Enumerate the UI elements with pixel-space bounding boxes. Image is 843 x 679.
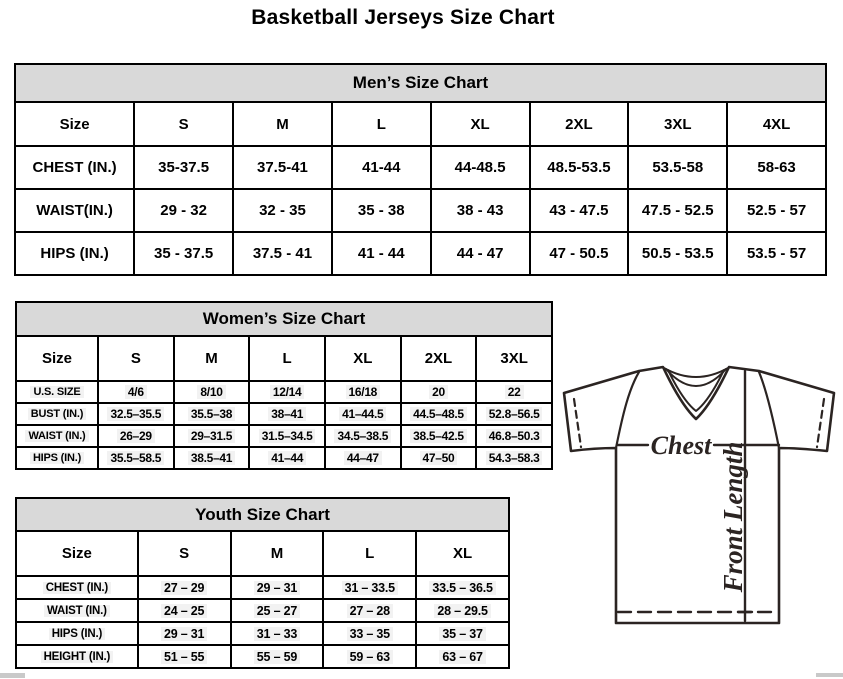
cell-value: 33 – 35 — [347, 627, 393, 641]
table-cell — [476, 381, 552, 403]
size-header-cell: Size — [15, 102, 134, 146]
table-cell — [174, 403, 250, 425]
cell-value: 37.5-41 — [257, 159, 308, 176]
cell-value: 41-44 — [362, 159, 401, 176]
table-cell — [401, 403, 477, 425]
cell-value: 41–44.5 — [339, 407, 386, 421]
table-row — [16, 381, 552, 403]
jersey-outline — [564, 367, 834, 623]
cell-value: 32.5–35.5 — [107, 407, 164, 421]
table-cell — [98, 403, 174, 425]
table-cell — [530, 232, 629, 275]
table-row — [16, 645, 509, 668]
size-header-cell: Size — [16, 336, 98, 381]
cell-value: 35 – 37 — [439, 627, 485, 641]
row-label: WAIST(IN.) — [15, 189, 134, 232]
cell-value: 24 – 25 — [161, 604, 207, 618]
table-cell — [476, 403, 552, 425]
table-cell — [134, 232, 233, 275]
table-cell — [174, 381, 250, 403]
column-header: M — [233, 102, 332, 146]
table-cell — [134, 146, 233, 189]
column-header: XL — [431, 102, 530, 146]
table-cell — [431, 146, 530, 189]
table-row — [16, 403, 552, 425]
row-label: BUST (IN.) — [16, 403, 98, 425]
column-header: 2XL — [530, 102, 629, 146]
chest-label: Chest — [650, 431, 712, 460]
cell-value: 58-63 — [757, 159, 796, 176]
table-cell — [628, 189, 727, 232]
cell-value: 26–29 — [117, 429, 155, 443]
table-cell — [431, 232, 530, 275]
cell-value: 29 – 31 — [161, 627, 207, 641]
table-cell — [138, 622, 231, 645]
column-header: M — [174, 336, 250, 381]
table-cell — [138, 576, 231, 599]
cell-value: 35 - 38 — [357, 202, 405, 219]
cell-value: 31.5–34.5 — [259, 429, 316, 443]
row-label: HIPS (IN.) — [16, 622, 138, 645]
table-cell — [249, 425, 325, 447]
cell-value: 44.5–48.5 — [410, 407, 467, 421]
youth-size-table — [15, 530, 510, 669]
cell-value: 29 - 32 — [160, 202, 207, 219]
table-cell — [249, 403, 325, 425]
table-cell — [249, 381, 325, 403]
table-cell — [416, 622, 509, 645]
table-cell — [231, 576, 324, 599]
cell-value: 35-37.5 — [158, 159, 210, 176]
cell-value: 8/10 — [197, 385, 225, 399]
cell-value: 29–31.5 — [188, 429, 235, 443]
mens-size-table — [14, 101, 827, 276]
row-label: HEIGHT (IN.) — [16, 645, 138, 668]
column-header: L — [332, 102, 431, 146]
table-row — [15, 189, 826, 232]
column-header: M — [231, 531, 324, 576]
cell-value: 35 - 37.5 — [154, 245, 214, 262]
cell-value: 48.5-53.5 — [547, 159, 611, 176]
header-row — [16, 531, 509, 576]
row-label: HIPS (IN.) — [16, 447, 98, 469]
womens-chart-title: Women’s Size Chart — [15, 301, 553, 337]
header-row — [16, 336, 552, 381]
cell-value: 35.5–58.5 — [107, 451, 164, 465]
table-cell — [476, 425, 552, 447]
table-cell — [325, 447, 401, 469]
table-cell — [401, 447, 477, 469]
cell-value: 25 – 27 — [254, 604, 300, 618]
cell-value: 53.5 - 57 — [746, 245, 807, 262]
table-cell — [401, 381, 477, 403]
womens-size-chart-section — [15, 301, 553, 470]
table-cell — [530, 189, 629, 232]
table-cell — [134, 189, 233, 232]
table-cell — [231, 645, 324, 668]
table-cell — [325, 425, 401, 447]
table-cell — [98, 381, 174, 403]
cell-value: 20 — [429, 385, 448, 399]
table-row — [15, 232, 826, 275]
row-label: CHEST (IN.) — [16, 576, 138, 599]
cell-value: 44–47 — [344, 451, 382, 465]
table-cell — [628, 146, 727, 189]
table-cell — [727, 189, 826, 232]
column-header: L — [323, 531, 416, 576]
cell-value: 54.3–58.3 — [486, 451, 543, 465]
table-cell — [231, 622, 324, 645]
table-row — [16, 622, 509, 645]
table-row — [16, 447, 552, 469]
cell-value: 27 – 29 — [161, 581, 207, 595]
cell-value: 4/6 — [125, 385, 147, 399]
table-cell — [98, 447, 174, 469]
row-label: HIPS (IN.) — [15, 232, 134, 275]
cell-value: 38.5–42.5 — [410, 429, 467, 443]
row-label: WAIST (IN.) — [16, 599, 138, 622]
cell-value: 52.5 - 57 — [746, 202, 807, 219]
jersey-measurement-diagram — [555, 355, 843, 645]
table-cell — [476, 447, 552, 469]
row-label: CHEST (IN.) — [15, 146, 134, 189]
cell-value: 32 - 35 — [259, 202, 306, 219]
mens-chart-title: Men’s Size Chart — [14, 63, 827, 103]
table-row — [16, 576, 509, 599]
cell-value: 29 – 31 — [254, 581, 300, 595]
table-cell — [233, 189, 332, 232]
column-header: XL — [416, 531, 509, 576]
table-cell — [325, 381, 401, 403]
column-header: S — [138, 531, 231, 576]
cell-value: 31 – 33 — [254, 627, 300, 641]
cell-value: 43 - 47.5 — [549, 202, 609, 219]
cell-value: 38 - 43 — [456, 202, 504, 219]
cell-value: 47.5 - 52.5 — [641, 202, 714, 219]
column-header: 3XL — [476, 336, 552, 381]
table-cell — [233, 232, 332, 275]
youth-size-chart-section — [15, 497, 510, 669]
cell-value: 28 – 29.5 — [434, 604, 490, 618]
table-cell — [416, 645, 509, 668]
table-row — [15, 146, 826, 189]
womens-size-table — [15, 335, 553, 470]
cell-value: 50.5 - 53.5 — [641, 245, 714, 262]
cell-value: 51 – 55 — [161, 650, 207, 664]
front-length-label: Front Length — [718, 441, 748, 593]
table-cell — [431, 189, 530, 232]
cell-value: 41–44 — [268, 451, 306, 465]
column-header: XL — [325, 336, 401, 381]
scrollbar-corner-right — [816, 673, 843, 677]
table-cell — [323, 576, 416, 599]
cell-value: 34.5–38.5 — [334, 429, 391, 443]
cell-value: 37.5 - 41 — [252, 245, 313, 262]
table-cell — [332, 146, 431, 189]
page-title: Basketball Jerseys Size Chart — [251, 6, 555, 29]
header-row — [15, 102, 826, 146]
table-cell — [323, 622, 416, 645]
table-cell — [323, 645, 416, 668]
table-cell — [325, 403, 401, 425]
table-cell — [401, 425, 477, 447]
cell-value: 63 – 67 — [439, 650, 485, 664]
table-cell — [332, 232, 431, 275]
cell-value: 46.8–50.3 — [486, 429, 543, 443]
table-cell — [727, 232, 826, 275]
column-header: 2XL — [401, 336, 477, 381]
table-cell — [332, 189, 431, 232]
column-header: S — [98, 336, 174, 381]
column-header: L — [249, 336, 325, 381]
table-cell — [727, 146, 826, 189]
cell-value: 53.5-58 — [652, 159, 704, 176]
column-header: S — [134, 102, 233, 146]
cell-value: 16/18 — [346, 385, 381, 399]
table-cell — [416, 576, 509, 599]
youth-chart-title: Youth Size Chart — [15, 497, 510, 532]
cell-value: 55 – 59 — [254, 650, 300, 664]
table-cell — [249, 447, 325, 469]
table-cell — [530, 146, 629, 189]
row-label: WAIST (IN.) — [16, 425, 98, 447]
table-cell — [174, 425, 250, 447]
column-header: 4XL — [727, 102, 826, 146]
cell-value: 33.5 – 36.5 — [429, 581, 495, 595]
table-cell — [138, 599, 231, 622]
column-header: 3XL — [628, 102, 727, 146]
cell-value: 44-48.5 — [454, 159, 506, 176]
table-row — [16, 425, 552, 447]
table-cell — [233, 146, 332, 189]
cell-value: 41 - 44 — [357, 245, 405, 262]
table-cell — [98, 425, 174, 447]
cell-value: 44 - 47 — [456, 245, 504, 262]
cell-value: 35.5–38 — [188, 407, 235, 421]
table-cell — [416, 599, 509, 622]
table-row — [16, 599, 509, 622]
cell-value: 52.8–56.5 — [486, 407, 543, 421]
row-label: U.S. SIZE — [16, 381, 98, 403]
cell-value: 38–41 — [268, 407, 306, 421]
cell-value: 27 – 28 — [347, 604, 393, 618]
cell-value: 38.5–41 — [188, 451, 235, 465]
table-cell — [628, 232, 727, 275]
cell-value: 59 – 63 — [347, 650, 393, 664]
size-header-cell: Size — [16, 531, 138, 576]
cell-value: 12/14 — [270, 385, 305, 399]
scrollbar-corner-left — [0, 673, 25, 678]
table-cell — [138, 645, 231, 668]
table-cell — [323, 599, 416, 622]
cell-value: 31 – 33.5 — [342, 581, 398, 595]
table-cell — [174, 447, 250, 469]
cell-value: 47–50 — [420, 451, 458, 465]
cell-value: 22 — [505, 385, 524, 399]
cell-value: 47 - 50.5 — [549, 245, 609, 262]
table-cell — [231, 599, 324, 622]
mens-size-chart-section — [14, 63, 827, 276]
